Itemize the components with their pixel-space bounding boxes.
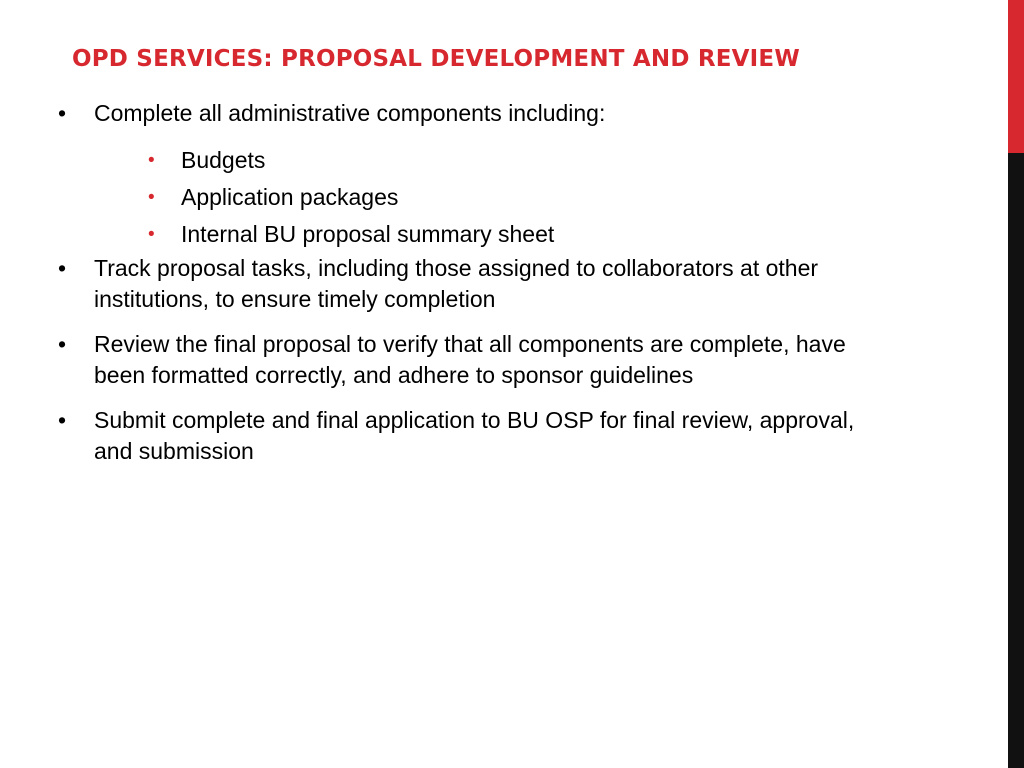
bullet-item-track-tasks xyxy=(58,253,898,315)
slide-title: OPD SERVICES: PROPOSAL DEVELOPMENT AND REVIEW xyxy=(72,46,800,72)
sub-bullet-item-budgets xyxy=(146,142,898,179)
bullet-icon: • xyxy=(58,331,67,357)
bullet-text: Review the final proposal to verify that all components are complete, have been formatted correctly, and adhere to sponsor guidelines xyxy=(94,331,846,388)
sub-bullet-item-application-packages xyxy=(146,179,898,216)
bullet-icon: • xyxy=(58,100,67,126)
bullet-text: Track proposal tasks, including those assigned to collaborators at other institutions, to ensure timely completion xyxy=(94,255,819,312)
sub-bullet-list xyxy=(94,142,898,253)
right-accent-bar-red-segment xyxy=(1008,0,1024,153)
sub-bullet-icon: • xyxy=(148,187,155,208)
bullet-icon: • xyxy=(58,407,67,433)
bullet-list xyxy=(58,98,898,467)
bullet-icon: • xyxy=(58,255,67,281)
sub-bullet-text: Budgets xyxy=(181,147,266,173)
bullet-item-submit-application xyxy=(58,405,898,467)
spacer xyxy=(58,315,898,329)
sub-bullet-icon: • xyxy=(148,224,155,245)
bullet-text: Complete all administrative components including: xyxy=(94,100,606,126)
sub-bullet-text: Internal BU proposal summary sheet xyxy=(181,221,555,247)
bullet-text: Submit complete and final application to BU OSP for final review, approval, and submission xyxy=(94,407,855,464)
sub-bullet-text: Application packages xyxy=(181,184,399,210)
bullet-item-complete-components xyxy=(58,98,898,253)
sub-bullet-icon: • xyxy=(148,150,155,171)
bullet-item-review-proposal xyxy=(58,329,898,391)
sub-bullet-item-summary-sheet xyxy=(146,216,898,253)
spacer xyxy=(58,391,898,405)
